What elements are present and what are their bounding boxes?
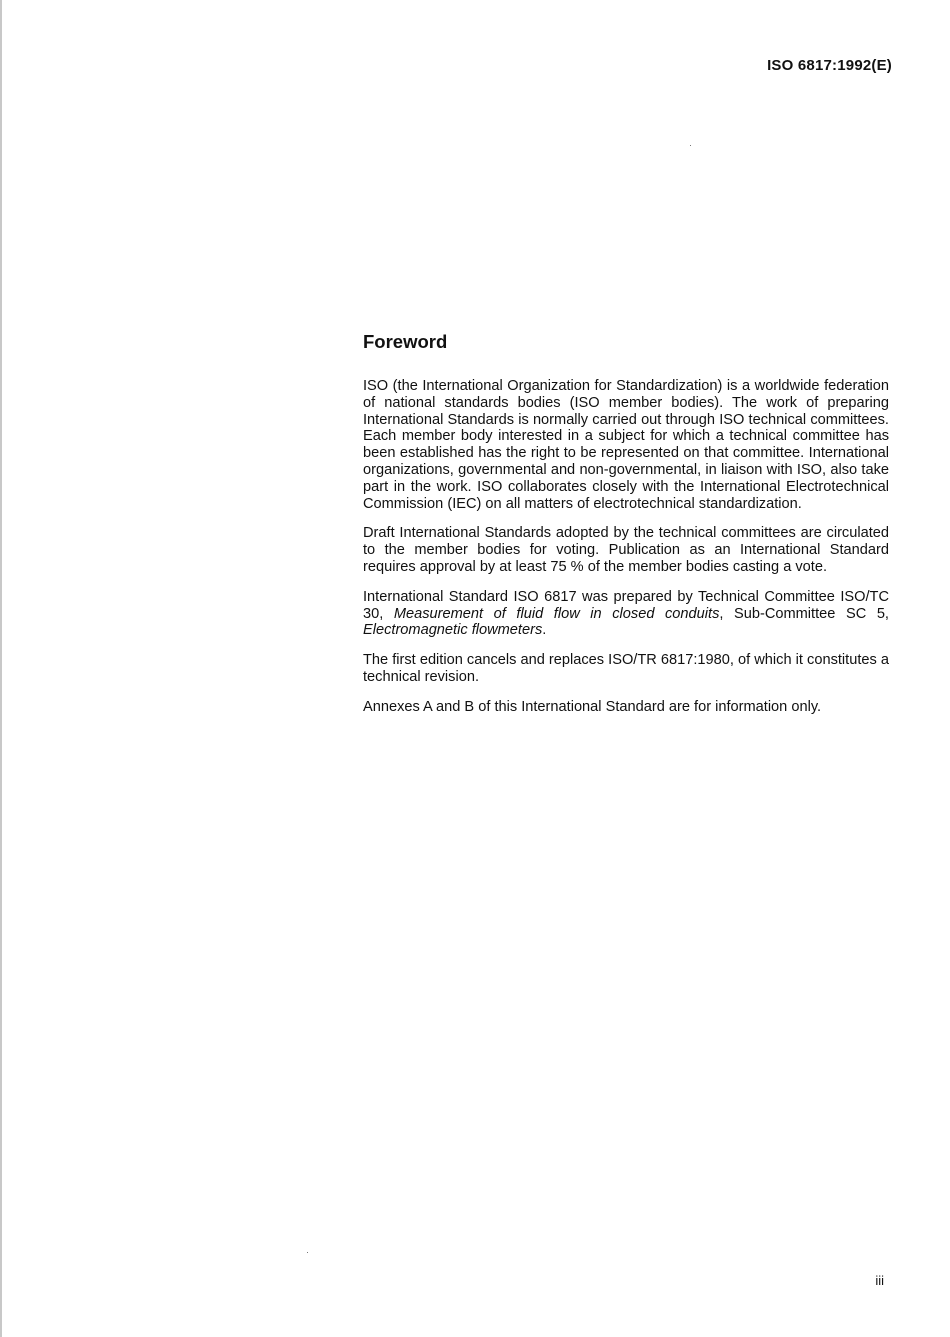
paragraph-annexes: Annexes A and B of this International Standard are for information only. (363, 698, 822, 715)
preparation-text-3: . (542, 622, 547, 639)
paragraph-draft-standards: Draft International Standards adopted by the technical committees are circulated to the member bodies for voting. Publication as an International Standard requires approval by at least 75 % of the member bodies casting a vote. (363, 525, 889, 575)
paragraph-preparation (363, 589, 889, 639)
subcommittee-title: Electromagnetic flowmeters (363, 622, 543, 639)
scan-speck (690, 145, 691, 146)
committee-title: Measurement of fluid flow in closed conduits (393, 605, 720, 622)
paragraph-iso-organization: ISO (the International Organization for Standardization) is a worldwide federation of national standards bodies (ISO member bodies). The work of preparing International Standards is normally carried out through ISO technical committees. Each member body interested in a subject for which a technical committee has been established has the right to be represented on that committee. International organizations, governmental and non-governmental, in liaison with ISO, also take part in the work. ISO collaborates closely with the International Electrotechnical Commission (IEC) on all matters of electrotechnical standardization. (363, 378, 889, 512)
foreword-heading: Foreword (363, 331, 448, 352)
page-number: iii (875, 1273, 884, 1288)
paragraph-edition: The first edition cancels and replaces ISO/TR 6817:1980, of which it constitutes a technical revision. (363, 652, 889, 685)
page-edge (0, 0, 2, 1337)
foreword-section (363, 330, 889, 729)
scan-speck (307, 1252, 308, 1253)
document-reference: ISO 6817:1992(E) (767, 57, 892, 74)
preparation-text-2: , Sub-Committee SC 5, (719, 605, 889, 622)
preparation-text-1: International Standard ISO 6817 was prepared by Technical Committee ISO/TC 30, (363, 588, 889, 622)
